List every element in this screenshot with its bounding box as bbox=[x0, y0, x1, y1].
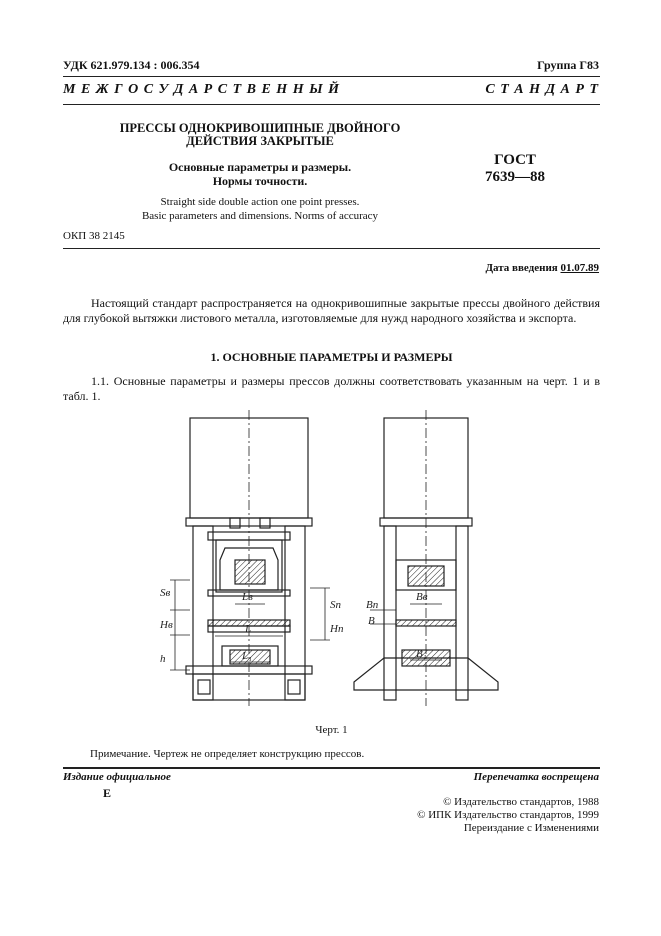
label-b1: B₁ bbox=[416, 648, 427, 660]
figure-caption: Черт. 1 bbox=[315, 724, 348, 736]
label-b: B bbox=[368, 615, 375, 627]
gost-number bbox=[470, 152, 560, 186]
title-line-1: ПРЕССЫ ОДНОКРИВОШИПНЫЕ ДВОЙНОГО bbox=[119, 121, 401, 135]
label-hv: Hв bbox=[160, 619, 173, 631]
front-column-side bbox=[384, 526, 396, 700]
header-rule-bottom bbox=[63, 104, 600, 105]
official-edition: Издание официальное bbox=[63, 771, 171, 783]
clause-1-1: 1.1. Основные параметры и размеры прессов должны соответствовать указанным на черт. 1 и в табл. 1. bbox=[63, 374, 600, 403]
okp-code: ОКП 38 2145 bbox=[63, 230, 125, 242]
reprint-prohibited: Перепечатка воспрещена bbox=[473, 771, 599, 783]
reissue-note: Переиздание с Изменениями bbox=[463, 822, 599, 834]
intro-date bbox=[485, 262, 599, 274]
banner-standard: С Т А Н Д А Р Т bbox=[485, 82, 599, 97]
label-bv: Bв bbox=[416, 591, 428, 603]
punch-upper bbox=[235, 560, 265, 584]
press-side-view bbox=[354, 410, 498, 706]
label-hn: Hп bbox=[330, 623, 344, 635]
udk-code: УДК 621.979.134 : 006.354 bbox=[63, 58, 200, 72]
intro-date-value: 01.07.89 bbox=[560, 262, 599, 274]
copyright-1988: © Издательство стандартов, 1988 bbox=[443, 796, 599, 808]
intro-date-label: Дата введения bbox=[485, 262, 558, 274]
label-l1: L₁ bbox=[242, 650, 252, 662]
label-bn: Bп bbox=[366, 599, 379, 611]
label-lv: Lв bbox=[242, 591, 253, 603]
banner-interstate: М Е Ж Г О С У Д А Р С Т В Е Н Н Ы Й bbox=[63, 82, 341, 97]
label-sv: Sв bbox=[160, 587, 171, 599]
label-sn: Sп bbox=[330, 599, 341, 611]
gost-label: ГОСТ bbox=[494, 152, 536, 168]
document-title bbox=[100, 122, 420, 148]
gost-code: 7639—88 bbox=[485, 169, 545, 185]
drawing-note: Примечание. Чертеж не определяет конструкцию прессов. bbox=[90, 748, 365, 760]
english-title-line-2: Basic parameters and dimensions. Norms of accuracy bbox=[141, 210, 379, 222]
english-title bbox=[100, 195, 420, 223]
press-drawing bbox=[130, 410, 530, 710]
group-code: Группа Г83 bbox=[537, 58, 599, 72]
copyright-block bbox=[417, 796, 599, 835]
label-h: h bbox=[160, 653, 166, 665]
label-l: L bbox=[245, 623, 252, 635]
intro-paragraph: Настоящий стандарт распространяется на однокривошипные закрытые прессы двойного действия для глубокой вытяжки листового металла, изготовляемые для нужд народного хозяйства и экспорта. bbox=[63, 296, 600, 325]
subtitle-line-1: Основные параметры и размеры. bbox=[168, 160, 352, 174]
footer-rule bbox=[63, 767, 600, 769]
document-subtitle bbox=[100, 160, 420, 188]
copyright-1999: © ИПК Издательство стандартов, 1999 bbox=[417, 809, 599, 821]
title-line-2: ДЕЙСТВИЯ ЗАКРЫТЫЕ bbox=[186, 134, 334, 148]
edition-letter: Е bbox=[103, 786, 112, 800]
header-rule-top bbox=[63, 76, 600, 77]
subtitle-line-2: Нормы точности. bbox=[212, 174, 308, 188]
rear-column-side bbox=[456, 526, 468, 700]
english-title-line-1: Straight side double action one point presses. bbox=[160, 196, 360, 208]
section-title: 1. ОСНОВНЫЕ ПАРАМЕТРЫ И РАЗМЕРЫ bbox=[210, 350, 453, 364]
title-rule bbox=[63, 248, 600, 249]
